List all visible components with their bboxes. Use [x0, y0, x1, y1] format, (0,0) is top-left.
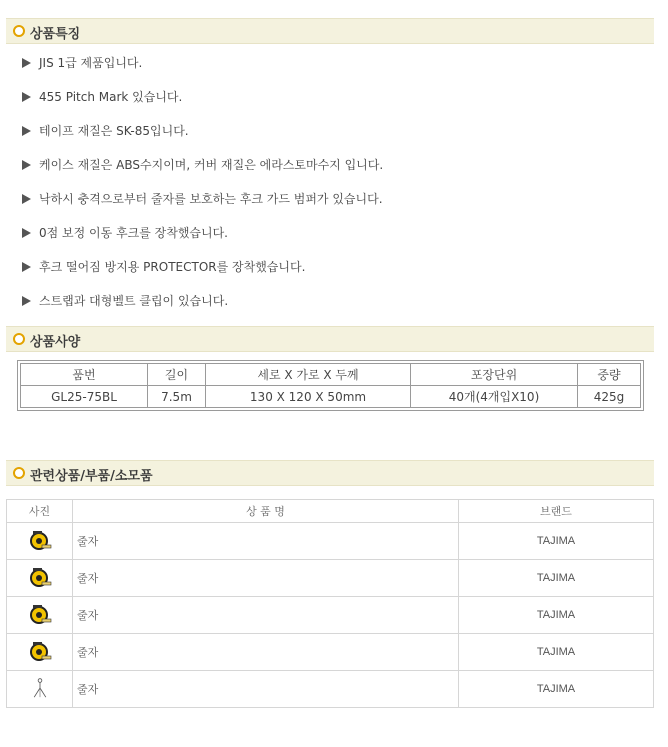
tape-measure-icon[interactable] — [28, 604, 52, 624]
section-header-spec — [6, 326, 654, 352]
feature-item: 0점 보정 이동 후크를 장착했습니다. — [22, 226, 228, 240]
spec-header-cell: 세로 X 가로 X 두께 — [206, 364, 411, 386]
product-brand: TAJIMA — [459, 523, 654, 560]
table-row[interactable] — [7, 634, 654, 671]
spec-cell: 40개(4개입X10) — [411, 386, 578, 408]
feature-item: 낙하시 충격으로부터 줄자를 보호하는 후크 가드 범퍼가 있습니다. — [22, 192, 383, 206]
product-thumbnail[interactable] — [7, 597, 73, 634]
related-header-photo: 사진 — [7, 500, 73, 523]
triangle-bullet-icon — [22, 194, 31, 204]
spec-table — [20, 363, 641, 408]
product-name-link[interactable]: 줄자 — [73, 671, 459, 708]
tape-measure-icon[interactable] — [28, 567, 52, 587]
spec-header-cell: 포장단위 — [411, 364, 578, 386]
table-row[interactable] — [7, 671, 654, 708]
spec-header-row — [21, 364, 641, 386]
triangle-bullet-icon — [22, 262, 31, 272]
spec-header-cell: 품번 — [21, 364, 148, 386]
spec-data-row — [21, 386, 641, 408]
feature-item: JIS 1급 제품입니다. — [22, 56, 142, 70]
triangle-bullet-icon — [22, 126, 31, 136]
feature-item: 테이프 재질은 SK-85입니다. — [22, 124, 189, 138]
product-thumbnail[interactable] — [7, 634, 73, 671]
product-name-link[interactable]: 줄자 — [73, 523, 459, 560]
table-row[interactable] — [7, 560, 654, 597]
spec-header-cell: 길이 — [148, 364, 206, 386]
related-header-name: 상 품 명 — [73, 500, 459, 523]
triangle-bullet-icon — [22, 296, 31, 306]
product-brand: TAJIMA — [459, 634, 654, 671]
product-thumbnail[interactable] — [7, 671, 73, 708]
related-header-brand: 브랜드 — [459, 500, 654, 523]
product-brand: TAJIMA — [459, 671, 654, 708]
spec-cell: 130 X 120 X 50mm — [206, 386, 411, 408]
product-name-link[interactable]: 줄자 — [73, 634, 459, 671]
section-title: 상품사양 — [30, 335, 81, 350]
circle-bullet-icon — [13, 333, 25, 345]
spec-cell: 7.5m — [148, 386, 206, 408]
related-products-table — [6, 499, 654, 708]
section-header-features — [6, 18, 654, 44]
section-title: 상품특징 — [30, 27, 81, 42]
feature-item: 455 Pitch Mark 있습니다. — [22, 90, 182, 104]
section-header-related — [6, 460, 654, 486]
table-row[interactable] — [7, 597, 654, 634]
product-brand: TAJIMA — [459, 597, 654, 634]
tape-measure-icon[interactable] — [28, 530, 52, 550]
spec-header-cell: 중량 — [578, 364, 641, 386]
circle-bullet-icon — [13, 467, 25, 479]
tape-measure-icon[interactable] — [28, 641, 52, 661]
triangle-bullet-icon — [22, 92, 31, 102]
spec-cell: GL25-75BL — [21, 386, 148, 408]
circle-bullet-icon — [13, 25, 25, 37]
spec-cell: 425g — [578, 386, 641, 408]
product-thumbnail[interactable] — [7, 560, 73, 597]
product-name-link[interactable]: 줄자 — [73, 560, 459, 597]
product-name-link[interactable]: 줄자 — [73, 597, 459, 634]
feature-item: 케이스 재질은 ABS수지이며, 커버 재질은 에라스토마수지 입니다. — [22, 158, 383, 172]
section-title: 관련상품/부품/소모품 — [30, 469, 153, 484]
triangle-bullet-icon — [22, 58, 31, 68]
product-thumbnail[interactable] — [7, 523, 73, 560]
table-row[interactable] — [7, 523, 654, 560]
feature-item: 스트랩과 대형벨트 클립이 있습니다. — [22, 294, 228, 308]
tripod-icon[interactable] — [28, 678, 52, 698]
feature-item: 후크 떨어짐 방지용 PROTECTOR를 장착했습니다. — [22, 260, 305, 274]
triangle-bullet-icon — [22, 228, 31, 238]
product-brand: TAJIMA — [459, 560, 654, 597]
triangle-bullet-icon — [22, 160, 31, 170]
related-header-row — [7, 500, 654, 523]
